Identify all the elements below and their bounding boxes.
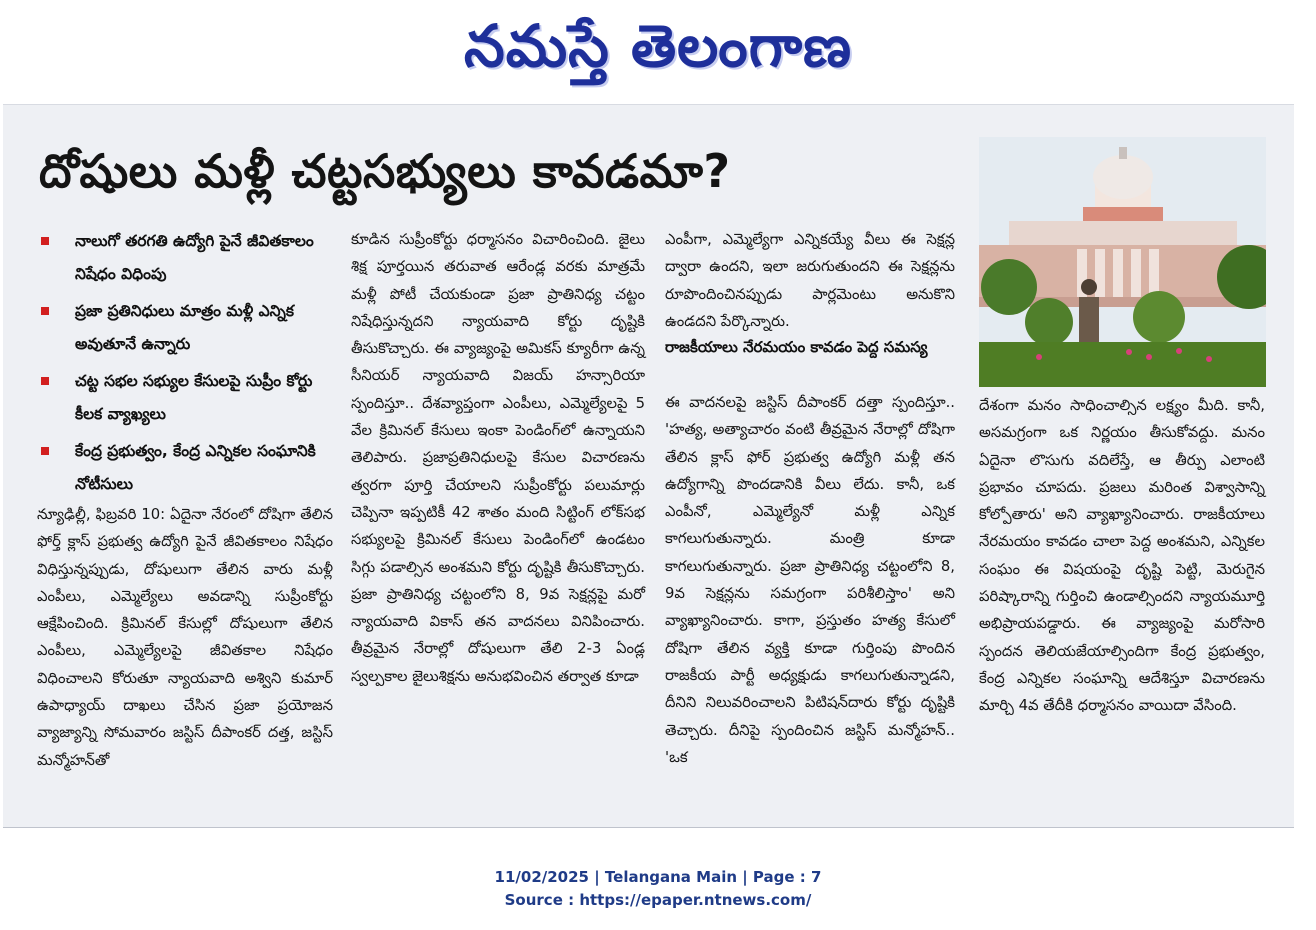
highlight-item [33, 435, 323, 501]
masthead [0, 0, 1316, 100]
highlight-text: ప్రజా ప్రతినిధులు మాత్రం మళ్లీ ఎన్నిక అవుతూనే ఉన్నారు [75, 302, 294, 353]
source-link[interactable]: Source : https://epaper.ntnews.com/ [504, 891, 812, 909]
highlight-text: నాలుగో తరగతి ఉద్యోగి పైనే జీవితకాలం నిషేధం విధింపు [75, 232, 314, 283]
newspaper-logo: నమస్తే తెలంగాణ [464, 12, 852, 80]
article-column-3-continued: ఈ వాదనలపై జస్టిస్ దీపాంకర్ దత్తా స్పందిస్తూ.. 'హత్య, అత్యాచారం వంటి తీవ్రమైన నేరాల్లో దోషిగా తేలిన క్లాస్ ఫోర్ ప్రభుత్వ ఉద్యోగి మళ్లీ తన ఉద్యోగాన్ని పొందడానికి వీలు లేదు. కానీ, ఒక ఎంపీనో, ఎమ్మెల్యేనో మళ్లీ ఎన్నిక కాగలుగుతున్నారు. మంత్రి కూడా కాగలుగుతున్నారు. ప్రజా ప్రాతినిధ్య చట్టంలోని 8, 9వ సెక్షన్లను సమగ్రంగా పరిశీలిస్తాం' అని వ్యాఖ్యానించారు. కాగా, ప్రస్తుతం హత్య కేసులో దోషిగా తేలిన వ్యక్తి కూడా గుర్తింపు పొందిన రాజకీయ పార్టీ అధ్యక్షుడు కాగలుగుతున్నాడని, దీనిని నిలువరించాలని పిటిషన్‌దారు కోర్టు దృష్టికి తెచ్చారు. దీనిపై స్పందించిన జస్టిస్ మన్మోహన్.. 'ఒక [665, 394, 955, 766]
highlight-item [33, 365, 323, 431]
edition-info: 11/02/2025 | Telangana Main | Page : 7 [494, 868, 822, 886]
bullet-square-icon [41, 377, 49, 385]
highlight-text: చట్ట సభల సభ్యుల కేసులపై సుప్రీం కోర్టు కీలక వ్యాఖ్యలు [75, 372, 313, 423]
highlight-text: కేంద్ర ప్రభుత్వం, కేంద్ర ఎన్నికల సంఘానికి నోటీసులు [75, 442, 316, 493]
highlight-item [33, 295, 323, 361]
supreme-court-building-image [979, 137, 1266, 387]
article-column-3: ఎంపీగా, ఎమ్మెల్యేగా ఎన్నికయ్యే వీలు ఈ సెక్షన్ల ద్వారా ఉందని, ఇలా జరుగుతుందని ఈ సెక్షన్లను రూపొందించినప్పుడు పార్లమెంటు అనుకొని ఉండదని పేర్కొన్నారు. [665, 231, 955, 330]
bullet-square-icon [41, 447, 49, 455]
article-headline: దోషులు మళ్లీ చట్టసభ్యులు కావడమా? [39, 144, 731, 198]
highlights-list [33, 225, 323, 505]
article-column-1: న్యూఢిల్లీ, ఫిబ్రవరి 10: ఏదైనా నేరంలో దోషిగా తేలిన ఫోర్త్ క్లాస్ ప్రభుత్వ ఉద్యోగి పైనే జీవితకాలం నిషేధం విధిస్తున్నప్పుడు, దోషులుగా తేలిన వారు మళ్లీ ఎంపీలు, ఎమ్మెల్యేలు అవడాన్ని సుప్రీంకోర్టు ఆక్షేపించింది. క్రిమినల్ కేసుల్లో దోషులుగా తేలిన ఎంపీలు, ఎమ్మెల్యేలపై జీవితకాల నిషేధం విధించాలని కోరుతూ న్యాయవాది అశ్విని కుమార్ ఉపాధ్యాయ్ దాఖలు చేసిన ప్రజా ప్రయోజన వ్యాజ్యాన్ని సోమవారం జస్టిస్ దీపాంకర్ దత్త, జస్టిస్ మన్మోహన్‌తో [37, 506, 333, 769]
supreme-court-photo [979, 137, 1266, 387]
highlight-item [33, 225, 323, 291]
article-subheading: రాజకీయాలు నేరమయం కావడం పెద్ద సమస్య [665, 338, 928, 356]
article-column-4: దేశంగా మనం సాధించాల్సిన లక్ష్యం మీది. కానీ, అసమగ్రంగా ఒక నిర్ణయం తీసుకోవద్దు. మనం ఏదైనా లొసుగు వదిలేస్తే, ఆ తీర్పు ఎలాంటి ప్రభావం చూపదు. ప్రజలు మరింత విశ్వాసాన్ని కోల్పోతారు' అని వ్యాఖ్యానించారు. రాజకీయాలు నేరమయం కావడం చాలా పెద్ద అంశమని, ఎన్నికల సంఘం ఈ విషయంపై దృష్టి పెట్టి, మెరుగైన పరిష్కారాన్ని గుర్తించి ఉండాల్సిందని న్యాయమూర్తి అభిప్రాయపడ్డారు. ఈ వ్యాజ్యంపై మరోసారి స్పందన తెలియజేయాల్సిందిగా కేంద్ర ప్రభుత్వం, కేంద్ర ఎన్నికల సంఘాన్ని ఆదేశిస్తూ విచారణను మార్చి 4వ తేదీకి ధర్మాసనం వాయిదా వేసింది. [979, 397, 1265, 715]
article-clipping [3, 104, 1294, 828]
bullet-square-icon [41, 237, 49, 245]
bullet-square-icon [41, 307, 49, 315]
article-column-2: కూడిన సుప్రీంకోర్టు ధర్మాసనం విచారించింది. జైలు శిక్ష పూర్తయిన తరువాత ఆరేండ్ల వరకు మాత్రమే మళ్లీ పోటీ చేయకుండా ప్రజా ప్రాతినిధ్య చట్టం నిషేధిస్తున్నదని న్యాయవాది కోర్టు దృష్టికి తీసుకొచ్చారు. ఈ వ్యాజ్యంపై అమికస్ క్యూరీగా ఉన్న సీనియర్ న్యాయవాది విజయ్ హన్సారియా స్పందిస్తూ.. దేశవ్యాప్తంగా ఎంపీలు, ఎమ్మెల్యేలపై 5 వేల క్రిమినల్ కేసులు ఇంకా పెండింగ్‌లో ఉన్నాయని తెలిపారు. ప్రజాప్రతినిధులపై కేసుల విచారణను త్వరగా పూర్తి చేయాలని సుప్రీంకోర్టు పలుమార్లు చెప్పినా ఇప్పటికీ 42 శాతం మంది సిట్టింగ్ లోక్‌సభ సభ్యులపై క్రిమినల్ కేసులు పెండింగ్‌లో ఉండటం సిగ్గు పడాల్సిన అంశమని కోర్టు దృష్టికి తీసుకొచ్చారు. ప్రజా ప్రాతినిధ్య చట్టంలోని 8, 9వ సెక్షన్లపై మరో న్యాయవాది వికాస్ తన వాదనలు వినిపించారు. తీవ్రమైన నేరాల్లో దోషులుగా తేలి 2-3 ఏండ్ల స్వల్పకాల జైలుశిక్షను అనుభవించిన తర్వాత కూడా [351, 231, 645, 685]
